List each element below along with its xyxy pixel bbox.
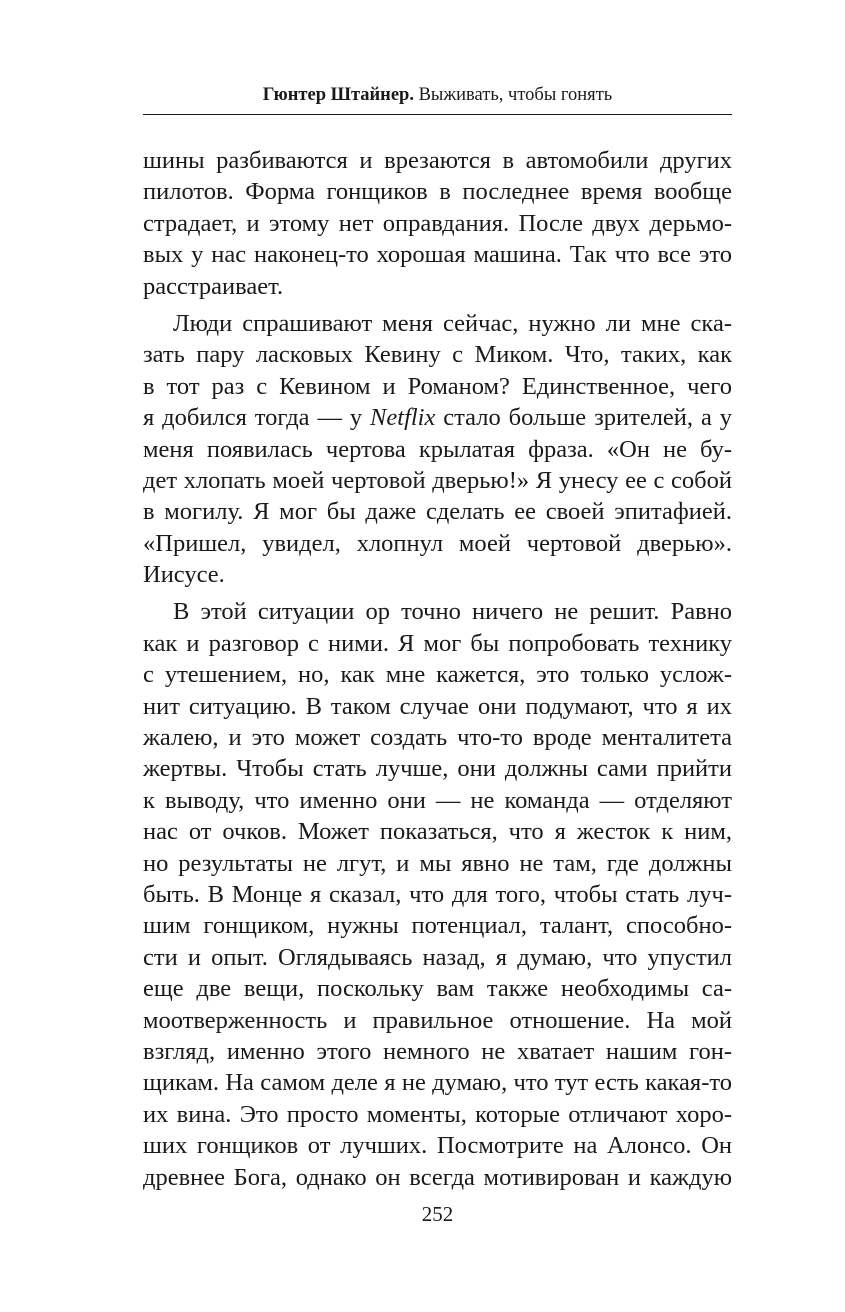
text-run: вых у нас наконец-то хорошая машина. Так что все это	[143, 241, 732, 269]
emphasis: Netflix	[370, 404, 436, 432]
text-line	[143, 308, 732, 339]
text-run: к выводу, что именно они — не команда — отделяют	[143, 786, 732, 814]
text-line	[143, 1067, 732, 1098]
text-run: жертвы. Чтобы стать лучше, они должны сами прийти	[143, 755, 732, 783]
text-line	[143, 1099, 732, 1130]
text-line	[143, 371, 732, 402]
running-head-title: Выживать, чтобы гонять	[418, 85, 613, 105]
text-run: в тот раз с Кевином и Романом? Единственное, чего	[143, 372, 732, 400]
text-line	[143, 942, 732, 973]
paragraph	[143, 596, 732, 1192]
text-run: в могилу. Я мог бы даже сделать ее своей эпитафией.	[143, 498, 732, 526]
running-head	[143, 82, 732, 108]
text-run: В этой ситуации ор точно ничего не решит. Равно	[173, 598, 732, 626]
text-line	[143, 339, 732, 370]
text-run: меня появилась чертова крылатая фраза. «Он не бу-	[143, 435, 732, 463]
text-line	[143, 208, 732, 239]
text-run: с утешением, но, как мне кажется, это только услож-	[143, 661, 732, 689]
text-run: стало больше зрителей, а у	[435, 404, 732, 432]
paragraph	[143, 308, 732, 591]
text-run: нас от очков. Может показаться, что я жесток к ним,	[143, 818, 732, 846]
text-line	[143, 465, 732, 496]
text-line	[143, 973, 732, 1004]
text-run: щикам. На самом деле я не думаю, что тут есть какая-то	[143, 1069, 732, 1097]
text-line	[143, 434, 732, 465]
text-line	[143, 1005, 732, 1036]
text-run: моотверженность и правильное отношение. На мой	[143, 1006, 732, 1034]
text-run: шины разбиваются и врезаются в автомобили других	[143, 147, 732, 174]
text-run: ших гонщиков от лучших. Посмотрите на Алонсо. Он	[143, 1132, 732, 1160]
text-line	[143, 659, 732, 690]
text-line	[143, 628, 732, 659]
text-line	[143, 239, 732, 270]
text-line	[143, 1162, 732, 1193]
text-run: дет хлопать моей чертовой дверью!» Я унесу ее с собой	[143, 466, 732, 494]
text-run: как и разговор с ними. Я мог бы попробовать технику	[143, 629, 732, 657]
text-run: я добился тогда — у	[143, 404, 371, 432]
text-run: их вина. Это просто моменты, которые отличают хоро-	[143, 1100, 732, 1128]
text-line	[143, 596, 732, 627]
paragraph	[143, 145, 732, 302]
text-run: быть. В Монце я сказал, что для того, чтобы стать луч-	[143, 880, 732, 908]
body-text	[143, 145, 732, 1193]
header-rule	[143, 114, 732, 115]
text-line	[143, 910, 732, 941]
text-line	[143, 879, 732, 910]
text-line	[143, 496, 732, 527]
text-run: расстраивает.	[143, 272, 284, 300]
text-run: нит ситуацию. В таком случае они подумают, что я их	[143, 692, 732, 720]
text-line	[143, 722, 732, 753]
page-number: 252	[421, 1202, 454, 1226]
text-line	[143, 816, 732, 847]
text-line	[143, 1130, 732, 1161]
text-run: Иисусе.	[143, 561, 225, 589]
text-line	[143, 402, 732, 433]
text-line	[143, 691, 732, 722]
text-run: жалею, и это может создать что-то вроде менталитета	[143, 724, 732, 752]
running-head-author: Гюнтер Штайнер.	[262, 85, 414, 105]
text-line	[143, 848, 732, 879]
text-line	[143, 1036, 732, 1067]
text-run: страдает, и этому нет оправдания. После двух дерьмо-	[143, 209, 732, 237]
text-line	[143, 785, 732, 816]
text-run: сти и опыт. Оглядываясь назад, я думаю, что упустил	[143, 943, 732, 971]
text-line	[143, 271, 732, 302]
text-run: шим гонщиком, нужны потенциал, талант, способно-	[143, 912, 732, 940]
text-run: пилотов. Форма гонщиков в последнее время вообще	[143, 178, 732, 206]
text-line	[143, 559, 732, 590]
text-run: взгляд, именно этого немного не хватает нашим гон-	[143, 1037, 732, 1065]
text-line	[143, 528, 732, 559]
text-line	[143, 176, 732, 207]
text-run: древнее Бога, однако он всегда мотивирован и каждую	[143, 1163, 732, 1191]
text-run: зать пару ласковых Кевину с Миком. Что, таких, как	[143, 341, 732, 369]
text-run: еще две вещи, поскольку вам также необходимы са-	[143, 975, 732, 1003]
text-run: но результаты не лгут, и мы явно не там, где должны	[143, 849, 732, 877]
text-run: Люди спрашивают меня сейчас, нужно ли мне ска-	[173, 309, 732, 337]
text-line	[143, 145, 732, 176]
text-run: «Пришел, увидел, хлопнул моей чертовой дверью».	[143, 529, 732, 557]
text-line	[143, 753, 732, 784]
